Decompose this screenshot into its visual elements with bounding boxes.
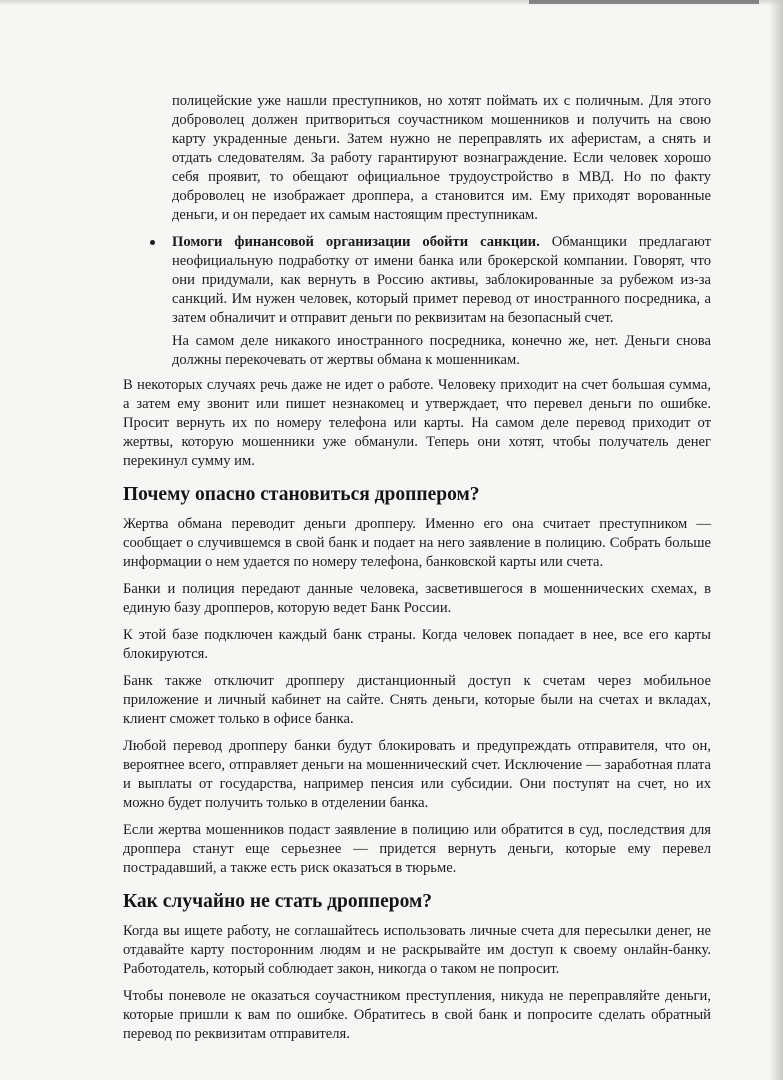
bullet-dot xyxy=(150,240,155,245)
section1-paragraph-4: Банк также отключит дропперу дистанционный доступ к счетам через мобильное приложение и личный кабинет на сайте. Снять деньги, которые были на счетах и вкладах, клиент сможет только в офисе банка. xyxy=(123,673,711,727)
section2-paragraph-2: Чтобы поневоле не оказаться соучастником преступления, никуда не переправляйте деньги, которые пришли к вам по ошибке. Обратитесь в свой банк и попросите сделать обратный перевод по реквизитам отправителя. xyxy=(123,988,711,1042)
scan-mark xyxy=(529,0,759,4)
section-heading-avoid: Как случайно не стать дроппером? xyxy=(123,891,433,912)
section-heading-danger: Почему опасно становиться дроппером? xyxy=(123,484,480,505)
scan-shadow-right xyxy=(769,0,783,1080)
section1-paragraph-3: К этой базе подключен каждый банк страны. Когда человек попадает в нее, все его карты блокируются. xyxy=(123,627,711,662)
bullet-text: Обманщики предлагают неофициальную подработку от имени банка или брокерской компании. Говорят, что они придумали, как вернуть в Россию активы, заблокированные за рубежом из-за санкций. Им нужен человек, который примет перевод от иностранного посредника, а затем обналичит и отправит деньги по реквизитам на безопасный счет. xyxy=(172,234,711,326)
section1-paragraph-2: Банки и полиция передают данные человека, засветившегося в мошеннических схемах, в единую базу дропперов, которую ведет Банк России. xyxy=(123,581,711,616)
section1-paragraph-5: Любой перевод дропперу банки будут блокировать и предупреждать отправителя, что он, вероятнее всего, отправляет деньги на мошеннический счет. Исключение — заработная плата и выплаты от государства, например пенсия или субсидии. Они поступят на счет, но их можно будет получить только в отделении банка. xyxy=(123,738,711,811)
bullet-title: Помоги финансовой организации обойти санкции. xyxy=(172,234,540,250)
intro-continuation: полицейские уже нашли преступников, но хотят поймать их с поличным. Для этого доброволец должен притвориться соучастником мошенников и получить на свою карту украденные деньги. Затем нужно не переправлять их аферистам, а снять и отдать следователям. За работу гарантируют вознаграждение. Если человек хорошо себя проявит, то обещают официальное трудоустройство в МВД. Но по факту доброволец не изображает дроппера, а становится им. Ему приходят ворованные деньги, и он передает их самым настоящим преступникам. xyxy=(172,93,711,223)
section1-paragraph-1: Жертва обмана переводит деньги дропперу. Именно его она считает преступником — сообщает о случившемся в свой банк и подает на него заявление в полицию. Собрать больше информации о нем удается по номеру телефона, банковской карты или счета. xyxy=(123,516,711,570)
bullet-paragraph xyxy=(172,233,711,328)
section1-paragraph-6: Если жертва мошенников подаст заявление в полицию или обратится в суд, последствия для дроппера станут еще серьезнее — придется вернуть деньги, которые ему перевел пострадавший, а также есть риск оказаться в тюрьме. xyxy=(123,822,711,876)
document-body xyxy=(123,92,711,1052)
bullet-continuation: На самом деле никакого иностранного посредника, конечно же, нет. Деньги снова должны перекочевать от жертвы обмана к мошенникам. xyxy=(172,333,711,368)
bullet-item-sanctions xyxy=(123,233,711,370)
section2-paragraph-1: Когда вы ищете работу, не соглашайтесь использовать личные счета для пересылки денег, не отдавайте карту посторонним людям и не раскрывайте им доступ к своему онлайн-банку. Работодатель, который соблюдает закон, никогда о таком не попросит. xyxy=(123,923,711,977)
bullet-list xyxy=(123,233,711,370)
paragraph-refund: В некоторых случаях речь даже не идет о работе. Человеку приходит на счет большая сумма, а затем ему звонит или пишет незнакомец и утверждает, что перевел деньги по ошибке. Просит вернуть их по номеру телефона или карты. На самом деле перевод приходит от жертвы, которую мошенники уже обманули. Теперь они хотят, чтобы получатель денег перекинул сумму им. xyxy=(123,377,711,469)
